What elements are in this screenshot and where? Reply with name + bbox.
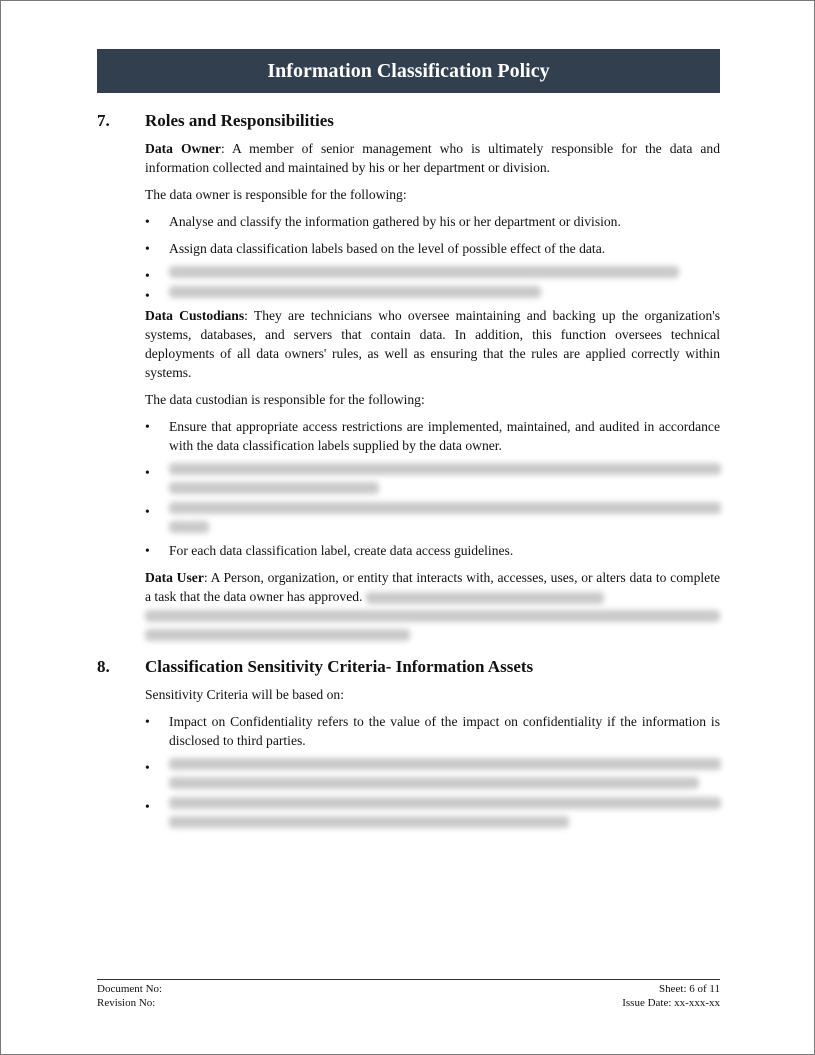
redacted-text (145, 610, 720, 622)
bullet-icon: • (145, 241, 150, 256)
paragraph: Sensitivity Criteria will be based on: (145, 687, 344, 702)
list-item-redacted (145, 502, 720, 533)
bullet-icon: • (145, 504, 150, 519)
section-title: Roles and Responsibilities (145, 111, 334, 130)
list-item-redacted (145, 797, 720, 828)
bullet-icon: • (145, 214, 150, 229)
list-item-text: Ensure that appropriate access restrictions are implemented, maintained, and audited in accordance with the data classification labels supplied by the data owner. (169, 419, 720, 453)
redacted-text (169, 502, 721, 514)
list-item-redacted (145, 463, 720, 494)
bullet-icon: • (145, 799, 150, 814)
paragraph: The data owner is responsible for the following: (145, 187, 407, 202)
page-footer (97, 979, 720, 1010)
paragraph: The data custodian is responsible for the following: (145, 392, 425, 407)
paragraph (145, 306, 720, 382)
redacted-text (169, 816, 569, 828)
section-number: 8. (97, 657, 110, 676)
section-content (145, 685, 720, 828)
sheet-number: Sheet: 6 of 11 (659, 983, 720, 995)
redacted-text (169, 758, 721, 770)
section-heading (97, 111, 720, 131)
redacted-text (169, 266, 679, 278)
definition: : A member of senior management who is ultimately responsible for the data and information collected and maintained by his or her department or division. (145, 141, 720, 175)
redacted-text (169, 521, 209, 533)
redacted-text (169, 286, 541, 298)
bullet-list (145, 212, 720, 303)
bullet-icon: • (145, 760, 150, 775)
redacted-text (145, 629, 410, 641)
paragraph (145, 568, 720, 606)
bullet-list (145, 417, 720, 560)
document-body (97, 111, 720, 836)
section-number: 7. (97, 111, 110, 130)
list-item-text: Analyse and classify the information gathered by his or her department or division. (169, 214, 621, 229)
list-item-redacted (145, 266, 720, 283)
bullet-icon: • (145, 543, 150, 558)
section-title: Classification Sensitivity Criteria- Information Assets (145, 657, 534, 676)
list-item-text: For each data classification label, create data access guidelines. (169, 543, 514, 558)
list-item-redacted (145, 286, 720, 303)
term: Data User (145, 570, 204, 585)
issue-date: Issue Date: xx-xxx-xx (622, 997, 720, 1009)
bullet-list (145, 712, 720, 828)
section-heading (97, 657, 720, 677)
page-title: Information Classification Policy (97, 49, 720, 93)
list-item-text: Assign data classification labels based on the level of possible effect of the data. (169, 241, 606, 256)
revision-number: Revision No: (97, 997, 156, 1009)
bullet-icon: • (145, 268, 150, 283)
list-item-text: Impact on Confidentiality refers to the value of the impact on confidentiality if the information is disclosed to third parties. (169, 714, 720, 748)
redacted-text (169, 777, 699, 789)
definition: : They are technicians who oversee maintaining and backing up the organization's systems, databases, and servers that contain data. In addition, this function oversees technical deployments of all data owners' rules, as well as ensuring that the rules are applied correctly within systems. (145, 308, 720, 380)
bullet-icon: • (145, 465, 150, 480)
paragraph (145, 139, 720, 177)
redacted-text (169, 463, 721, 475)
bullet-icon: • (145, 419, 150, 434)
list-item (145, 541, 720, 560)
bullet-icon: • (145, 714, 150, 729)
document-number: Document No: (97, 983, 163, 995)
list-item-redacted (145, 758, 720, 789)
term: Data Owner (145, 141, 221, 156)
redacted-text (169, 482, 379, 494)
definition: : A Person, organization, or entity that interacts with, accesses, uses, or alters data to complete a task that the data owner has approved. (145, 570, 721, 604)
list-item (145, 712, 720, 750)
bullet-icon: • (145, 288, 150, 303)
term: Data Custodians (145, 308, 245, 323)
redacted-text (169, 797, 721, 809)
redacted-text (366, 592, 604, 604)
section-content (145, 139, 720, 641)
list-item (145, 212, 720, 231)
list-item (145, 239, 720, 258)
list-item (145, 417, 720, 455)
